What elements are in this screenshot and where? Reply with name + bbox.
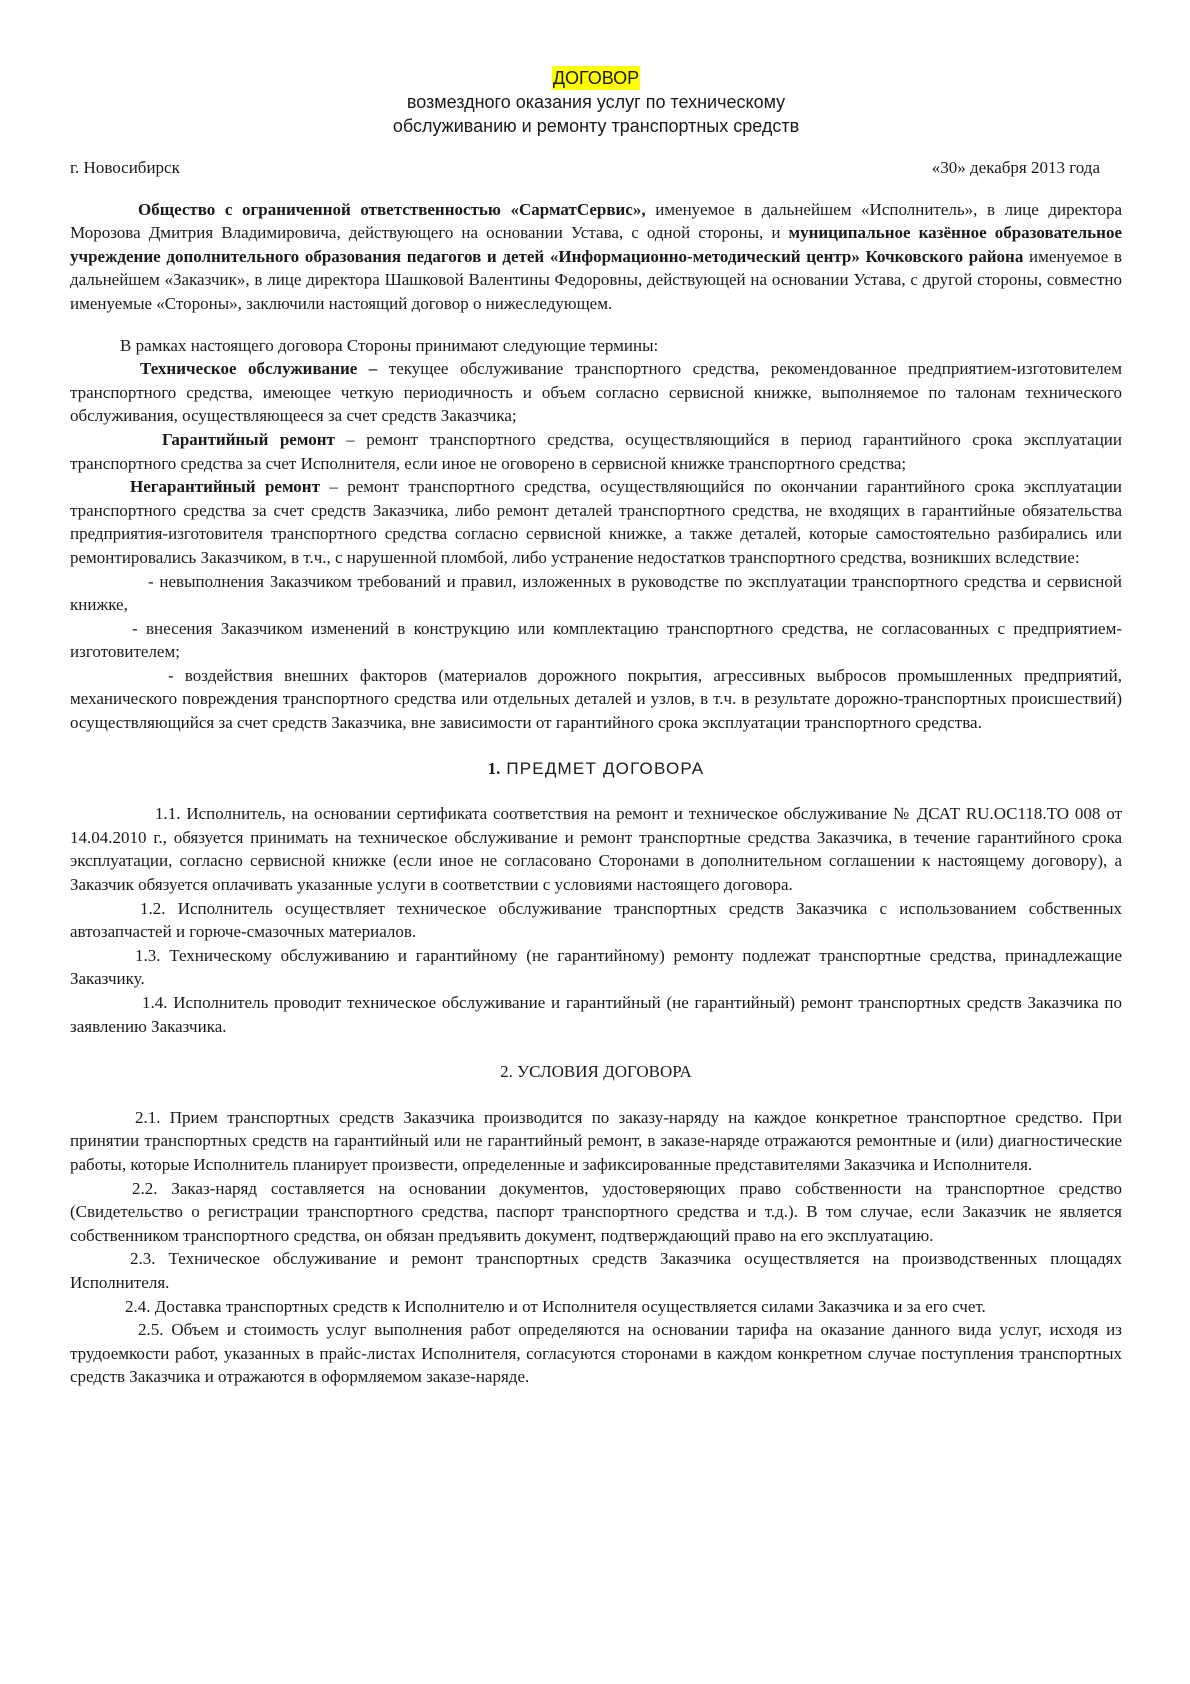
term-maintenance [70,357,1122,428]
clause-2-2: 2.2. Заказ-наряд составляется на основании документов, удостоверяющих право собственности на транспортное средство (Свидетельство о регистрации транспортного средства, паспорт транспортного средства и т.д.). В том случае, если Заказчик не является собственником транспортного средства, он обязан предъявить документ, подтверждающий право на его эксплуатацию. [70,1178,1122,1245]
document-title: ДОГОВОР [552,68,640,88]
section-1-title: ПРЕДМЕТ ДОГОВОРА [500,758,705,778]
place-date-row [70,156,1122,180]
clause-1-3: 1.3. Техническому обслуживанию и гарантийному (не гарантийному) ремонту подлежат транспортные средства, принадлежащие Заказчику. [70,945,1122,989]
term-warranty-text: – ремонт транспортного средства, осуществляющийся в период гарантийного срока эксплуатации транспортного средства за счет Исполнителя, если иное не оговорено в сервисной книжке транспортного средства; [70,429,1122,473]
clause-2-5: 2.5. Объем и стоимость услуг выполнения работ определяются на основании тарифа на оказание данного вида услуг, исходя из трудоемкости работ, указанных в прайс-листах Исполнителя, согласуются сторонами в каждом конкретном случае поступления транспортных средств Заказчика и отражаются в оформляемом заказе-наряде. [70,1320,1122,1387]
term-warranty-repair [70,428,1122,475]
clause-2-1: 2.1. Прием транспортных средств Заказчика производится по заказу-наряду на каждое конкретное транспортное средство. При принятии транспортных средств на гарантийный или не гарантийный ремонт, в заказе-наряде отражаются ремонтные и (или) диагностические работы, которые Исполнитель планирует произвести, определенные и зафиксированные представителями Заказчика и Исполнителя. [70,1107,1122,1174]
term-bullet-1: - невыполнения Заказчиком требований и правил, изложенных в руководстве по эксплуатации транспортного средства и сервисной книжке, [70,571,1122,615]
terms-lead: В рамках настоящего договора Стороны принимают следующие термины: [120,335,659,355]
party1-name: Общество с ограниченной ответственностью «СарматСервис», [138,199,646,219]
term-non-warranty-title: Негарантийный ремонт [130,477,320,497]
clause-1-1: 1.1. Исполнитель, на основании сертификата соответствия на ремонт и техническое обслуживание № ДСАТ RU.ОС118.ТО 008 от 14.04.2010 г., обязуется принимать на техническое обслуживание и ремонт транспортные средства Заказчика, в течение гарантийного срока эксплуатации, согласно сервисной книжке (если иное не согласовано Сторонами в дополнительном соглашении к настоящему договору), а Заказчик обязуется оплачивать указанные услуги в соответствии с условиями настоящего договора. [70,804,1122,895]
term-bullet-2: - внесения Заказчиком изменений в конструкцию или комплектацию транспортного средства, не согласованных с предприятием-изготовителем; [70,618,1122,662]
clause-2-3: 2.3. Техническое обслуживание и ремонт транспортных средств Заказчика осуществляется на производственных площадях Исполнителя. [70,1249,1122,1292]
party1-text: именуемое в дальнейшем «Исполнитель», в лице директора Морозова Дмитрия Владимировича, действующего на основании Устава, с одной стороны, и [70,199,1122,243]
contract-date: «30» декабря 2013 года [931,158,1100,177]
city: г. Новосибирск [70,158,180,177]
term-warranty-title: Гарантийный ремонт [162,429,335,449]
parties-paragraph [70,198,1122,316]
document-subtitle-line2: обслуживанию и ремонту транспортных средств [392,116,800,136]
term-non-warranty-text: – ремонт транспортного средства, осуществляющийся по окончании гарантийного срока эксплуатации транспортного средства за счет средств Заказчика, либо ремонт деталей транспортного средства, не входящих в гарантийные обязательства предприятия-изготовителя транспортного средства согласно сервисной книжке, а также деталей, которые самостоятельно разбирались или ремонтировались Заказчиком, в т.ч., с нарушенной пломбой, либо устранение недостатков транспортного средства, возникших вследствие: [70,477,1122,567]
party2-text: именуемое в дальнейшем «Заказчик», в лице директора Шашковой Валентины Федоровны, действующей на основании Устава, с другой стороны, совместно именуемые «Стороны», заключили настоящий договор о нижеследующем. [70,246,1122,313]
party2-name: муниципальное казённое образовательное учреждение дополнительного образования педагогов и детей «Информационно-методический центр» Кочковского района [70,223,1122,266]
term-maintenance-title: Техническое обслуживание – [140,359,378,379]
clause-1-2: 1.2. Исполнитель осуществляет техническое обслуживание транспортных средств Заказчика с использованием собственных автозапчастей и горюче-смазочных материалов. [70,898,1122,942]
section-2-heading: 2. УСЛОВИЯ ДОГОВОРА [500,1062,692,1082]
section-1-number: 1. [487,758,501,778]
document-title-block [70,66,1122,138]
clause-1-4: 1.4. Исполнитель проводит техническое обслуживание и гарантийный (не гарантийный) ремонт транспортных средств Заказчика по заявлению Заказчика. [70,993,1122,1036]
term-non-warranty-repair [70,475,1122,569]
section-1-heading [70,757,1122,781]
term-maintenance-text: текущее обслуживание транспортного средства, рекомендованное предприятием-изготовителем транспортного средства, имеющее четкую периодичность и объем согласно сервисной книжке, выполняемое по талонам технического обслуживания, осуществляющееся за счет средств Заказчика; [70,359,1122,426]
document-subtitle-line1: возмездного оказания услуг по техническому [406,92,786,112]
clause-2-4: 2.4. Доставка транспортных средств к Исполнителю и от Исполнителя осуществляется силами Заказчика и за его счет. [125,1296,986,1316]
term-bullet-3: - воздействия внешних факторов (материалов дорожного покрытия, агрессивных выбросов промышленных предприятий, механического повреждения транспортного средства или отдельных деталей и узлов, в т.ч. в результате дорожно-транспортных происшествий) осуществляющийся за счет средств Заказчика, вне зависимости от гарантийного срока эксплуатации транспортного средства. [70,665,1122,733]
